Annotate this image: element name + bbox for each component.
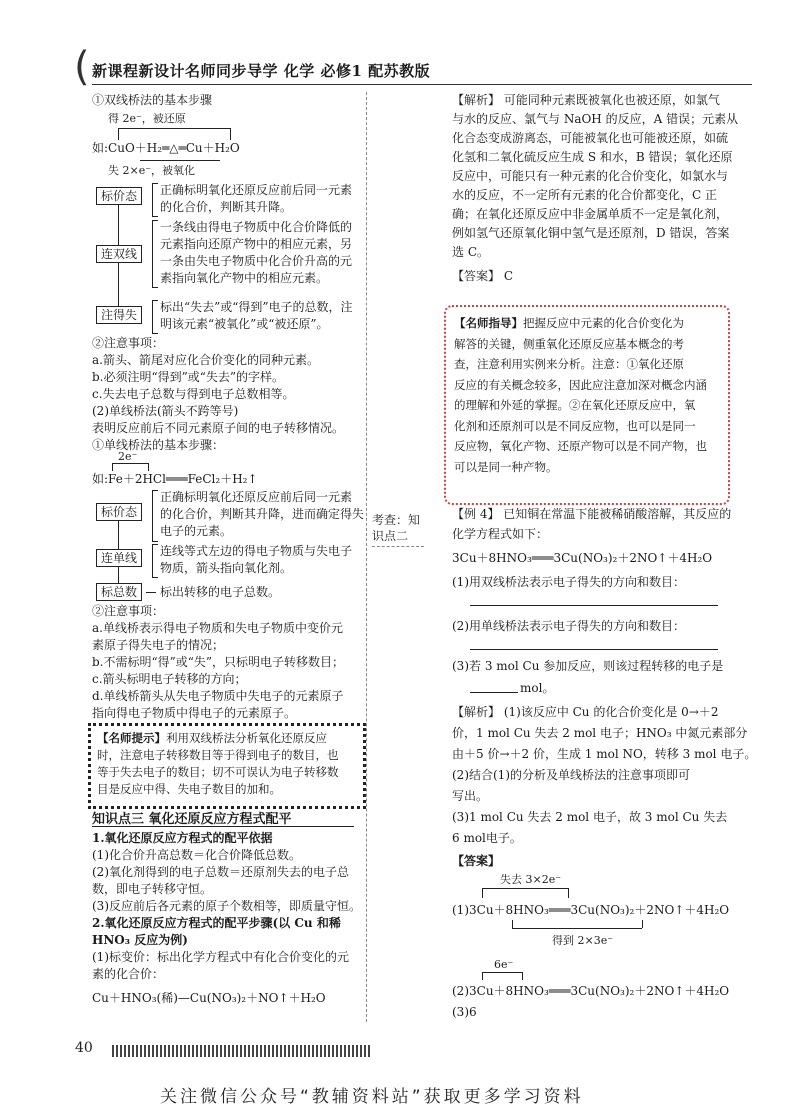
q3b: mol。 (520, 681, 555, 695)
get-bridge-left (118, 128, 119, 140)
single-box-1: 标价态 (96, 503, 142, 521)
step-box-2: 连双线 (96, 245, 142, 263)
ans-lose-bridge (482, 888, 568, 889)
q1: (1)用双线桥法表示电子得失的方向和数目： (452, 575, 685, 589)
tip-line-0: 利用双线桥法分析氧化还原反应 (166, 731, 327, 745)
single-bridge-left (112, 463, 113, 471)
analysis-2: 化合态变成游离态，可能被氧化也可能被还原，如硫 (452, 131, 729, 145)
guide-line-5: 化剂和还原剂可以是不同反应物，也可以是同一 (454, 418, 696, 433)
q2: (2)用单线桥法表示电子得失的方向和数目： (452, 619, 685, 633)
kp3-line-4: (3)反应前后各元素的原子个数相等，即质量守恒。 (92, 899, 361, 913)
single-bridge-right (148, 463, 149, 471)
notes2-0: ②注意事项： (92, 604, 165, 618)
ans-get-bridge (512, 928, 642, 929)
step-arrow-2 (118, 263, 119, 307)
kp3-line-1: (1)化合价升高总数＝化合价降低总数。 (92, 848, 301, 862)
kp3-line-5: 2.氧化还原反应方程式的配平步骤(以 Cu 和稀 (92, 916, 341, 930)
kp3-line-6: HNO₃ 反应为例) (92, 933, 188, 947)
step-text-2a: 一条线由得电子物质中化合价降低的 (160, 220, 353, 234)
side-note: 考查：知识点二 (372, 513, 421, 543)
guide-line-4: 的理解和外延的掌握。②在氧化还原反应中，氧 (454, 398, 696, 412)
tip-line-1: 时，注意电子转移数目等于得到电子的数目，也 (97, 748, 339, 762)
analysis-0: 【解析】 可能同种元素既被氧化也被还原，如氯气 (452, 93, 720, 107)
ans-get-right (642, 920, 643, 928)
notes2-6: 指向得电子物质中得电子的元素原子。 (92, 706, 297, 720)
guide-line-0: 把握反应中元素的化合价变化为 (523, 316, 684, 330)
guide-line-3: 反应的有关概念较多，因此应注意加深对概念内涵 (454, 377, 707, 392)
ans-eq1: (1)3Cu＋8HNO₃═══3Cu(NO₃)₂＋2NO↑＋4H₂O (452, 903, 730, 917)
analysis-4: 反应中，可能只有一种元素的化合价变化，如氯水与 (452, 169, 729, 183)
eq1: 如:CuO＋H₂═△═Cu＋H₂O (92, 141, 240, 155)
single-arrow-2 (118, 567, 119, 583)
step-arrow-1 (118, 205, 119, 245)
notes2-4: c.箭头标明电子转移的方向； (92, 672, 247, 686)
notes2-1: a.单线桥表示得电子物质和失电子物质中变价元 (92, 621, 343, 635)
analysis-8: 选 C。 (452, 245, 489, 259)
step-text-1a: 正确标明氧化还原反应前后同一元素 (160, 183, 353, 197)
notes1-6: ①单线桥法的基本步骤： (92, 438, 225, 452)
ans-3: (3)6 (452, 1005, 477, 1019)
single-box-2: 连单线 (96, 549, 142, 567)
column-divider (366, 92, 367, 1022)
analysis-7: 例如氢气还原氧化铜中氢气是还原剂，D 错误，答案 (452, 226, 730, 240)
step-text-3a: 标出“失去”或“得到”电子的总数，注 (160, 300, 353, 314)
q1-blank (470, 605, 718, 606)
tip-title: 【名师提示】 (97, 731, 166, 745)
analysis-3: 化氢和二氧化硫反应生成 S 和水，B 错误；氧化还原 (452, 150, 733, 164)
notes1-4: (2)单线桥法(箭头不跨等号) (92, 404, 239, 418)
step-text-1b: 的化合价，判断其升降。 (160, 200, 293, 214)
header-brace: ( (74, 44, 90, 90)
ans-lose-label: 失去 3×2e⁻ (500, 873, 562, 886)
eq2: 如:Fe＋2HCl═══FeCl₂＋H₂↑ (92, 472, 258, 486)
single-text-2a: 连线等式左边的得电子物质与失电子 (160, 544, 353, 558)
analysis-5: 水的反应，不一定所有元素的化合价都变化，C 正 (452, 188, 717, 202)
guide-line-1: 解答的关键，侧重氧化还原反应基本概念的考 (454, 336, 684, 351)
ans-e6-label: 6e⁻ (494, 958, 514, 971)
step-text-2b: 元素指向还原产物中的相应元素，另 (160, 237, 353, 251)
step-text-2d: 素指向氧化产物中的相应元素。 (160, 271, 329, 285)
sol-6: 6 mol电子。 (452, 831, 522, 845)
notes1-5: 表明反应前后不同元素原子间的电子转移情况。 (92, 421, 345, 435)
ans-get-label: 得到 2×3e⁻ (552, 934, 614, 947)
notes1-0: ②注意事项： (92, 336, 165, 350)
notes2-2: 素原子得失电子的情况； (92, 638, 225, 652)
step-bracket-3 (152, 300, 158, 334)
single-text-1b: 的化合价，判断其升降，进而确定得失 (160, 507, 365, 521)
kp3-line-8: 素的化合价： (92, 967, 165, 981)
ex4-line-0: 【例 4】 已知铜在常温下能被稀硝酸溶解，其反应的 (452, 507, 732, 521)
ans-lose-right (568, 888, 569, 898)
sol-1: 价，1 mol Cu 失去 2 mol 电子；HNO₃ 中氮元素部分 (452, 726, 748, 740)
eq3: Cu＋HNO₃(稀)—Cu(NO₃)₂＋NO↑＋H₂O (92, 991, 326, 1005)
analysis-6: 确；在氧化还原反应中非金属单质不一定是氧化剂， (452, 207, 729, 221)
single-bracket-1 (152, 490, 158, 542)
ans-get-left (512, 920, 513, 928)
page-number-bar (112, 1045, 372, 1057)
step-box-3: 注得失 (96, 306, 142, 324)
q3a: (3)若 3 mol Cu 参加反应，则该过程转移的电子是 (452, 659, 724, 673)
answer-2: 【答案】 (452, 854, 501, 868)
notes2-5: d.单线桥箭头从失电子物质中失电子的元素原子 (92, 689, 344, 703)
teacher-guide-box (444, 305, 730, 505)
single-text-2b: 物质，箭头指向氧化剂。 (160, 561, 293, 575)
page-header: 新课程新设计名师同步导学 化学 必修1 配苏教版 (92, 62, 431, 80)
sol-2: 由＋5 价→＋2 价，生成 1 mol NO，转移 3 mol 电子。 (452, 747, 757, 761)
teacher-tip-box (88, 723, 366, 809)
single-dash-3 (146, 592, 156, 593)
notes1-2: b.必须注明“得到”或“失去”的字样。 (92, 370, 285, 384)
kp3-line-7: (1)标变价：标出化学方程式中有化合价变化的元 (92, 950, 349, 964)
tip-line-3: 目是反应中得、失电子数目的加和。 (97, 782, 281, 796)
ans-single-left (482, 972, 483, 980)
kp3-line-2: (2)氧化剂得到的电子总数＝还原剂失去的电子总 (92, 865, 349, 879)
q2-blank (470, 649, 718, 650)
single-box-3: 标总数 (96, 583, 142, 601)
guide-line-7: 可以是同一种产物。 (454, 459, 558, 474)
kp3-title: 知识点三 氧化还原反应方程式配平 (92, 812, 292, 827)
single-text-1c: 电子的元素。 (160, 524, 233, 538)
e-label: 2e⁻ (118, 450, 138, 463)
s1-title: ①双线桥法的基本步骤 (92, 93, 213, 107)
notes1-3: c.失去电子总数与得到电子总数相等。 (92, 387, 295, 401)
single-bridge (112, 463, 148, 464)
step-text-2c: 一条由失电子物质中化合价升高的元 (160, 254, 353, 268)
guide-line-6: 反应物，氧化产物、还原产物可以是不同产物，也 (454, 439, 707, 453)
get-bridge (118, 128, 230, 129)
notes1-1: a.箭头、箭尾对应化合价变化的同种元素。 (92, 353, 319, 367)
ans-single-bridge (482, 972, 522, 973)
ans-lose-left (482, 888, 483, 898)
sol-5: (3)1 mol Cu 失去 2 mol 电子，故 3 mol Cu 失去 (452, 810, 728, 824)
guide-line-2: 查，注意利用实例来分析。注意：①氧化还原 (454, 357, 684, 371)
get-label: 得 2e⁻，被还原 (108, 112, 186, 125)
ex4-line-1: 化学方程式如下： (452, 527, 549, 541)
ans-single-right (522, 972, 523, 980)
side-note-rule (372, 546, 424, 547)
step-box-1: 标价态 (96, 187, 142, 205)
step-bracket-2 (152, 220, 158, 288)
single-bracket-2 (152, 544, 158, 578)
sol-4: 写出。 (452, 789, 489, 803)
kp3-rule (92, 826, 354, 827)
lose-label: 失 2×e⁻，被氧化 (108, 164, 196, 177)
answer-1: 【答案】 C (452, 269, 513, 283)
sol-3: (2)结合(1)的分析及单线桥法的注意事项即可 (452, 768, 690, 782)
tip-line-2: 等于失去电子的数目；切不可误认为电子转移数 (97, 765, 339, 779)
step-text-3b: 明该元素“被氧化”或“被还原”。 (160, 317, 329, 331)
page-number: 40 (75, 1040, 93, 1056)
kp3-line-0: 1.氧化还原反应方程式的配平依据 (92, 831, 273, 845)
ans-eq2: (2)3Cu＋8HNO₃═══3Cu(NO₃)₂＋2NO↑＋4H₂O (452, 984, 730, 998)
step-bracket-1 (152, 183, 158, 217)
kp3-line-3: 数，即电子转移守恒。 (92, 882, 213, 896)
ex4-eq: 3Cu＋8HNO₃═══3Cu(NO₃)₂＋2NO↑＋4H₂O (452, 551, 713, 565)
get-bridge-right (230, 128, 231, 140)
lose-bridge (140, 160, 220, 161)
analysis-1: 与水的反应、氯气与 NaOH 的反应，A 错误；元素从 (452, 112, 739, 126)
footer-notice: 关注微信公众号“教辅资料站”获取更多学习资料 (160, 1087, 584, 1107)
sol-0: 【解析】 (1)该反应中 Cu 的化合价变化是 0→＋2 (452, 705, 719, 719)
single-arrow-1 (118, 521, 119, 549)
single-text-3a: 标出转移的电子总数。 (160, 585, 281, 599)
guide-title: 【名师指导】 (454, 316, 523, 330)
header-rule (92, 84, 752, 85)
single-text-1a: 正确标明氧化还原反应前后同一元素 (160, 490, 353, 504)
notes2-3: b.不需标明“得”或“失”，只标明电子转移数目； (92, 655, 345, 669)
q3-blank (470, 692, 518, 693)
